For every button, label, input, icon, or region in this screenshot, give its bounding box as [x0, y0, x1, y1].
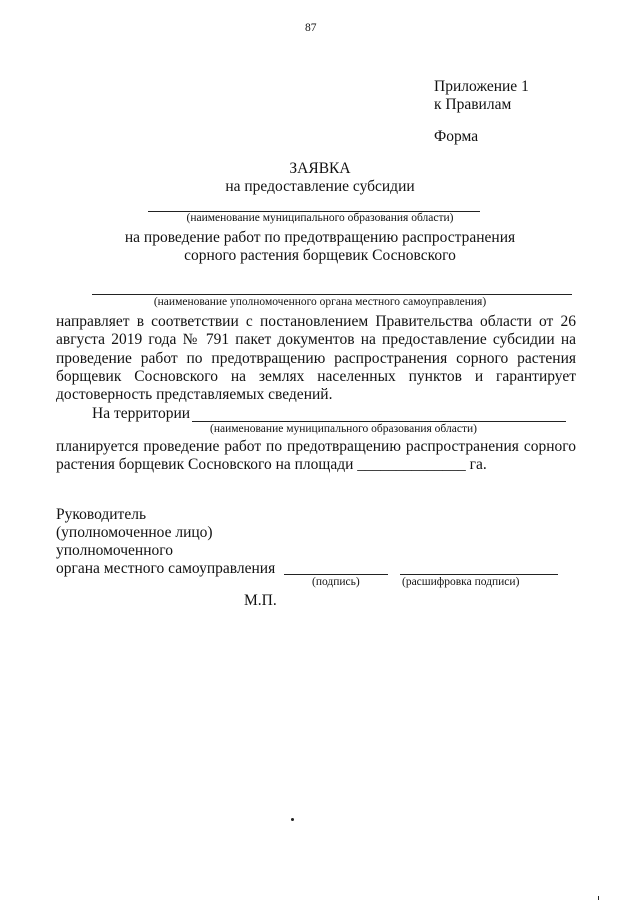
body-line-2: августа 2019 года № 791 пакет документов на предоставление субсидии на: [56, 331, 576, 348]
scan-speck: [291, 818, 294, 821]
signature-caption: (подпись): [312, 576, 360, 588]
purpose-line-1: на проведение работ по предотвращению распространения: [124, 229, 516, 246]
area-blank: ______________: [357, 456, 466, 473]
authority-caption: (наименование уполномоченного органа местного самоуправления): [153, 296, 487, 308]
scan-speck: [598, 896, 599, 900]
municipality-caption-1: (наименование муниципального образования области): [186, 212, 454, 224]
body-line-1: направляет в соответствии с постановлением Правительства области от 26: [56, 313, 576, 330]
signer-line-2: (уполномоченное лицо): [56, 524, 213, 541]
signature-blank-line: [284, 574, 388, 575]
decoding-blank-line: [400, 574, 558, 575]
document-title: ЗАЯВКА: [289, 160, 351, 177]
authority-blank-line: [92, 294, 572, 295]
form-label: Форма: [434, 128, 479, 145]
stamp-label: М.П.: [244, 592, 277, 609]
page-number: 87: [305, 22, 317, 34]
body-line-4: борщевик Сосновского на землях населенных пунктов и гарантирует: [56, 368, 576, 385]
decoding-caption: (расшифровка подписи): [402, 576, 520, 588]
appendix-line-2: к Правилам: [434, 96, 512, 113]
territory-label: На территории: [92, 405, 191, 422]
signer-line-1: Руководитель: [56, 506, 147, 523]
area-unit: га.: [469, 456, 487, 473]
municipality-caption-2: (наименование муниципального образования области): [210, 423, 477, 435]
signer-line-3: уполномоченного: [56, 542, 173, 559]
plan-line-1: планируется проведение работ по предотвращению распространения сорного: [56, 438, 576, 455]
body-line-5: достоверность представляемых сведений.: [56, 386, 333, 403]
body-line-3: проведение работ по предотвращению распространения сорного растения: [56, 350, 576, 367]
purpose-line-2: сорного растения борщевик Сосновского: [184, 247, 456, 264]
appendix-line-1: Приложение 1: [434, 78, 529, 95]
document-subtitle: на предоставление субсидии: [225, 178, 415, 195]
plan-line-2: [56, 456, 487, 474]
signer-line-4: органа местного самоуправления: [56, 560, 276, 577]
plan-line-2-text: растения борщевик Сосновского на площади: [56, 456, 354, 473]
territory-blank-line: [192, 421, 566, 422]
